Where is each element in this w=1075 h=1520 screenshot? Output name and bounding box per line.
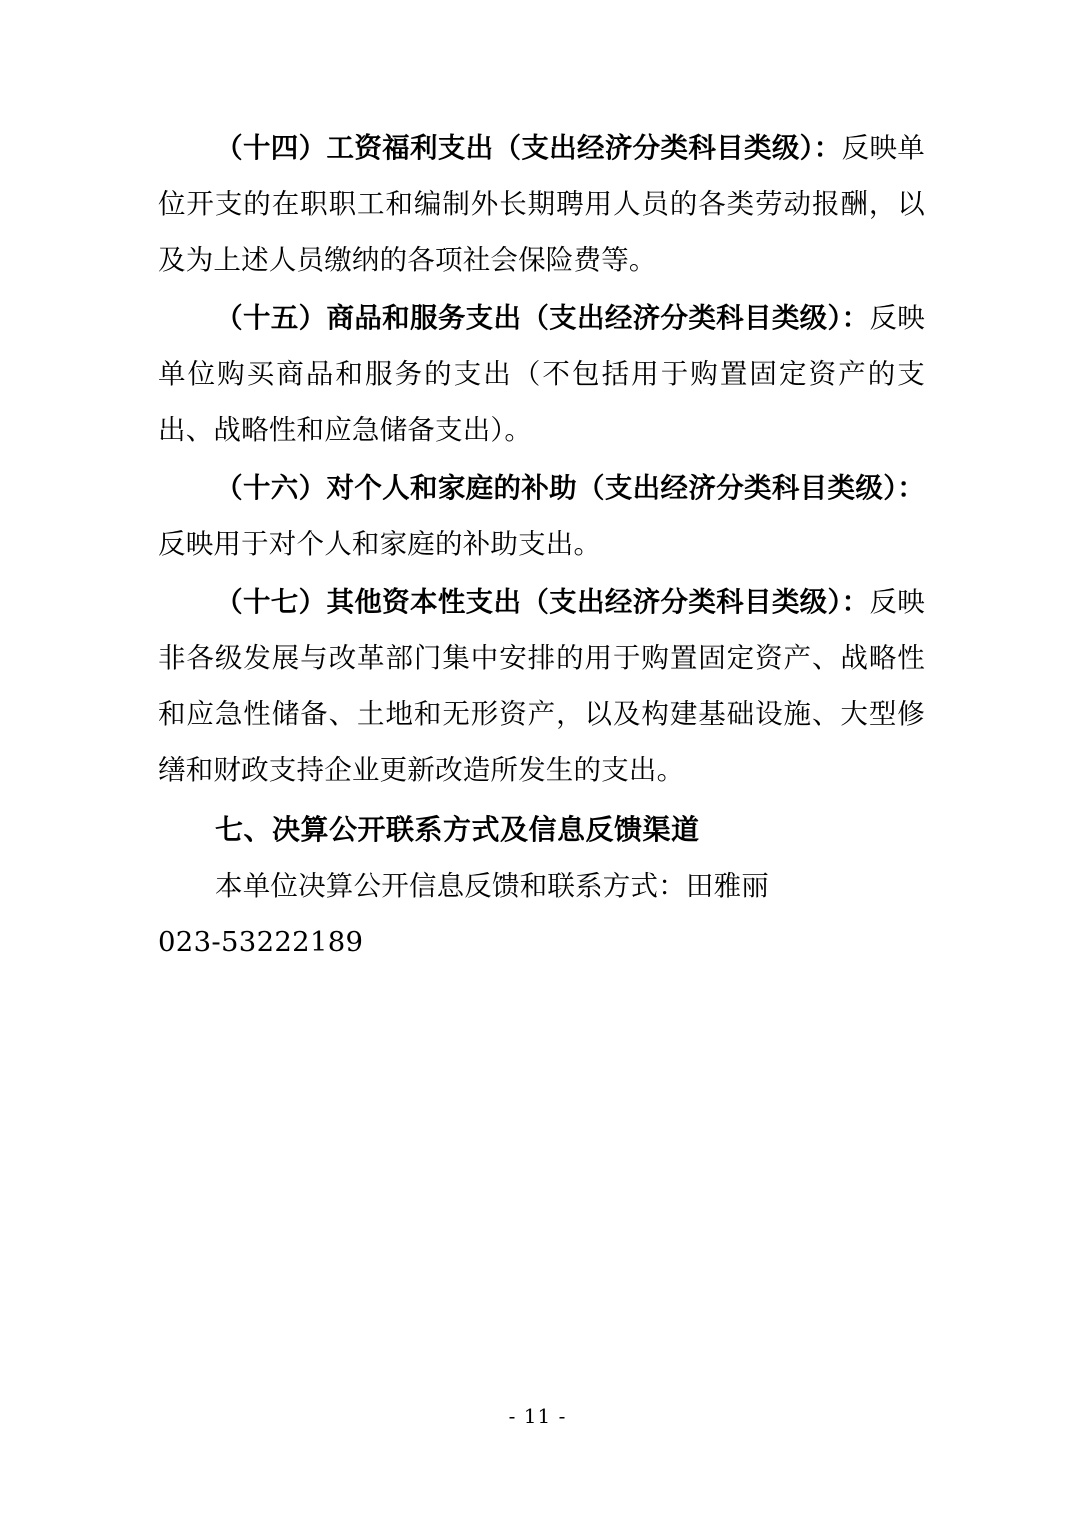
contact-phone-line: 023-53222189 bbox=[158, 926, 364, 958]
page-number: - 11 - bbox=[508, 1404, 567, 1428]
paragraph-15 bbox=[158, 290, 925, 458]
paragraph-15-lead: （十五）商品和服务支出（支出经济分类科目类级）： bbox=[215, 302, 870, 334]
paragraph-17-lead: （十七）其他资本性支出（支出经济分类科目类级）： bbox=[215, 586, 870, 618]
paragraph-16-body: 反映用于对个人和家庭的补助支出。 bbox=[158, 528, 602, 560]
paragraph-16 bbox=[158, 460, 925, 572]
paragraph-17 bbox=[158, 574, 925, 798]
section-heading-seven: 七、决算公开联系方式及信息反馈渠道 bbox=[215, 813, 700, 846]
paragraph-17-body: 反映非各级发展与改革部门集中安排的用于购置固定资产、战略性和应急性储备、土地和无形资产，以及构建基础设施、大型修缮和财政支持企业更新改造所发生的支出。 bbox=[158, 586, 925, 786]
paragraph-15-body: 反映单位购买商品和服务的支出（不包括用于购置固定资产的支出、战略性和应急储备支出）。 bbox=[158, 302, 925, 446]
paragraph-14-lead: （十四）工资福利支出（支出经济分类科目类级）： bbox=[215, 132, 842, 164]
paragraph-14-body: 反映单位开支的在职职工和编制外长期聘用人员的各类劳动报酬，以及为上述人员缴纳的各项社会保险费等。 bbox=[158, 132, 925, 276]
contact-info-text: 本单位决算公开信息反馈和联系方式：田雅丽 bbox=[215, 870, 769, 902]
paragraph-16-lead: （十六）对个人和家庭的补助（支出经济分类科目类级）： bbox=[215, 472, 925, 504]
paragraph-14 bbox=[158, 120, 925, 288]
contact-info-line bbox=[158, 858, 925, 914]
